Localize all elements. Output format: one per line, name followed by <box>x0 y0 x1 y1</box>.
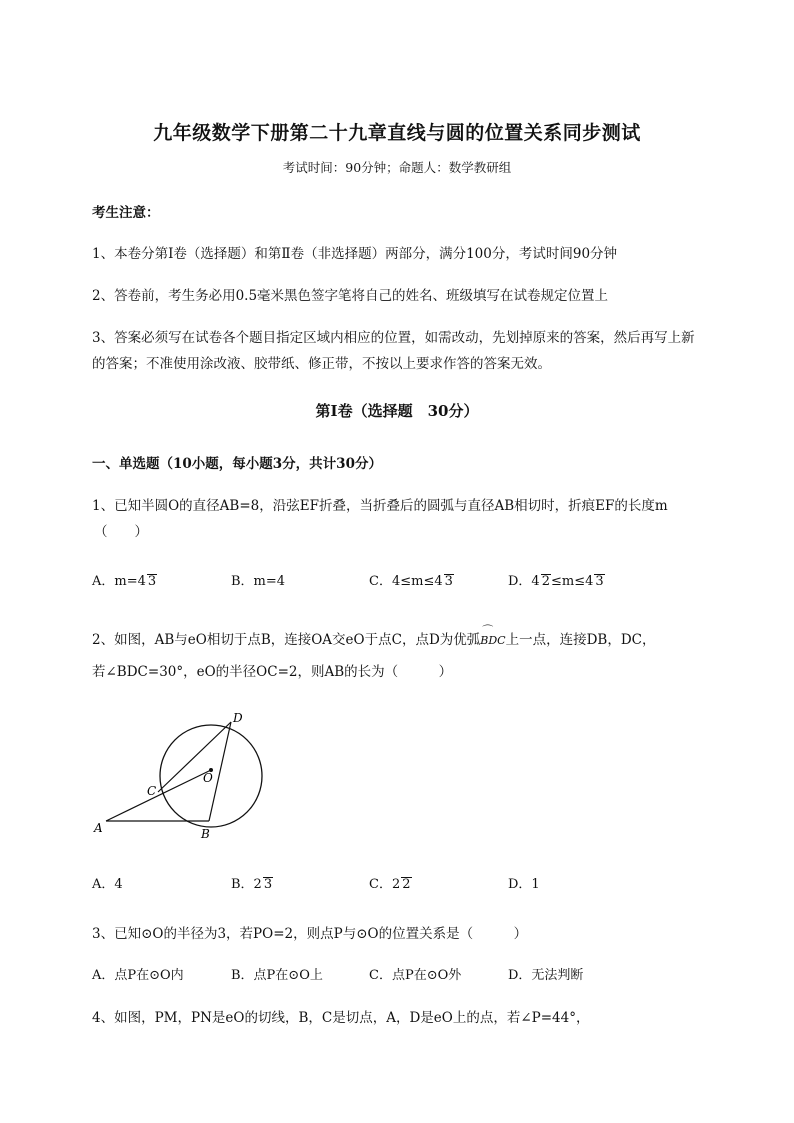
segment-cd <box>158 722 231 792</box>
notice-heading: 考生注意： <box>92 205 160 221</box>
notice-item-3-cont: 的答案；不准使用涂改液、胶带纸、修正带，不按以上要求作答的答案无效。 <box>92 356 551 372</box>
q2-option-c: C．2 2 <box>369 877 411 892</box>
notice-item-2: 2、答卷前，考生务必用0.5毫米黑色签字笔将自己的姓名、班级填写在试卷规定位置上 <box>92 288 609 304</box>
q1-option-d: D．4 2≤m≤4 3 <box>508 574 604 589</box>
label-b: B <box>201 827 210 841</box>
q1-option-c: C．4≤m≤4 3 <box>369 574 453 589</box>
page-title: 九年级数学下册第二十九章直线与圆的位置关系同步测试 <box>153 122 641 144</box>
part-title: 一、单选题（10小题，每小题3分，共计30分） <box>92 456 382 472</box>
q3-option-c: C．点P在⊙O外 <box>369 968 462 983</box>
q4-text: 4、如图，PM，PN是eO的切线，B，C是切点，A，D是eO上的点，若∠P=44°， <box>92 1010 590 1026</box>
notice-item-1: 1、本卷分第I卷（选择题）和第Ⅱ卷（非选择题）两部分，满分100分，考试时间90分钟 <box>92 246 618 262</box>
q2-option-d: D．1 <box>508 877 540 892</box>
q1-option-a: A．m=4 3 <box>92 574 157 589</box>
segment-ao <box>106 770 211 821</box>
label-a: A <box>94 821 103 835</box>
q1-option-b: B．m=4 <box>231 574 286 589</box>
q2-option-a: A．4 <box>92 877 123 892</box>
q3-option-b: B．点P在⊙O上 <box>231 968 323 983</box>
section-title: 第I卷（选择题 30分） <box>315 402 479 420</box>
label-d: D <box>233 711 243 725</box>
q2-option-b: B．2 3 <box>231 877 273 892</box>
q3-text: 3、已知⊙O的半径为3，若PO=2，则点P与⊙O的位置关系是（ ） <box>92 926 528 942</box>
q3-option-d: D．无法判断 <box>508 968 584 983</box>
label-o: O <box>203 771 213 785</box>
q2-line-1: 2、如图，AB与eO相切于点B，连接OA交eO于点C，点D为优弧 ⌒ BDC上一点，连接DB，DC， <box>92 624 656 648</box>
q1-text: 1、已知半圆O的直径AB=8，沿弦EF折叠，当折叠后的圆弧与直径AB相切时，折痕EF的长度m <box>92 498 668 514</box>
q2-line-2: 若∠BDC=30°，eO的半径OC=2，则AB的长为（ ） <box>92 664 453 680</box>
arc-mark-icon: ⌒ <box>482 624 494 637</box>
q3-option-a: A．点P在⊙O内 <box>92 968 184 983</box>
notice-item-3: 3、答案必须写在试卷各个题目指定区域内相应的位置，如需改动，先划掉原来的答案，然后再写上新 <box>92 330 695 346</box>
q1-paren: （ ） <box>94 524 148 540</box>
q2-figure <box>85 700 275 850</box>
exam-info: 考试时间：90分钟；命题人：数学教研组 <box>282 160 512 175</box>
label-c: C <box>147 784 157 798</box>
